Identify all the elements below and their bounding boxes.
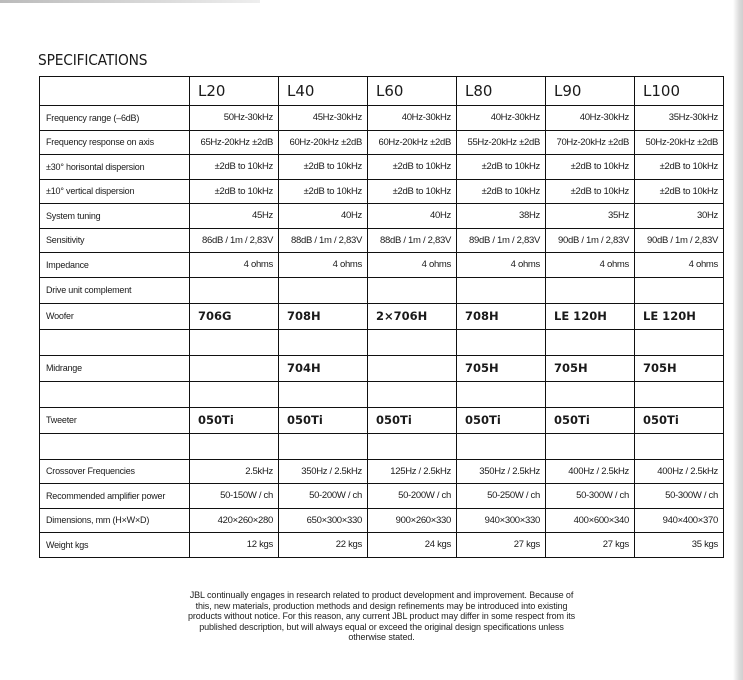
spec-label: Weight kgs [40, 533, 190, 558]
spec-value [457, 433, 546, 459]
spec-value: 4 ohms [457, 253, 546, 278]
spec-label: Midrange [40, 355, 190, 381]
spec-value: 705H [546, 355, 635, 381]
model-header: L20 [190, 77, 279, 106]
spec-value [457, 381, 546, 407]
spec-value: 705H [635, 355, 724, 381]
spec-value: 60Hz-20kHz ±2dB [368, 130, 457, 155]
spec-value [457, 277, 546, 303]
spec-value: ±2dB to 10kHz [279, 155, 368, 180]
spec-value: 050Ti [368, 407, 457, 433]
spec-row [40, 355, 724, 381]
spec-value: ±2dB to 10kHz [279, 179, 368, 204]
spec-value: 38Hz [457, 204, 546, 229]
spec-value: 050Ti [190, 407, 279, 433]
spec-value: 940×400×370 [635, 508, 724, 533]
spec-value [368, 355, 457, 381]
spec-value: 89dB / 1m / 2,83V [457, 228, 546, 253]
model-header: L80 [457, 77, 546, 106]
spec-value: LE 120H [635, 303, 724, 329]
page-top-shadow [0, 0, 260, 3]
spec-value: 400Hz / 2.5kHz [635, 459, 724, 484]
spec-label [40, 381, 190, 407]
spec-value: 4 ohms [546, 253, 635, 278]
spec-value: 70Hz-20kHz ±2dB [546, 130, 635, 155]
spec-label: System tuning [40, 204, 190, 229]
spec-value: 4 ohms [279, 253, 368, 278]
model-header: L60 [368, 77, 457, 106]
spec-value: 940×300×330 [457, 508, 546, 533]
spec-row [40, 228, 724, 253]
spec-row [40, 508, 724, 533]
spec-label: Woofer [40, 303, 190, 329]
spec-value [190, 277, 279, 303]
spec-value: 350Hz / 2.5kHz [457, 459, 546, 484]
spec-value: 88dB / 1m / 2,83V [279, 228, 368, 253]
spec-row [40, 459, 724, 484]
spec-value: ±2dB to 10kHz [457, 155, 546, 180]
spec-value [635, 329, 724, 355]
spec-value: 050Ti [546, 407, 635, 433]
spec-value: 400Hz / 2.5kHz [546, 459, 635, 484]
spec-row [40, 484, 724, 509]
spec-label: ±30° horisontal dispersion [40, 155, 190, 180]
spec-label [40, 433, 190, 459]
spec-value: 4 ohms [635, 253, 724, 278]
spec-value: 86dB / 1m / 2,83V [190, 228, 279, 253]
spec-label [40, 329, 190, 355]
spec-value [279, 433, 368, 459]
spec-value: 4 ohms [190, 253, 279, 278]
spec-label: Drive unit complement [40, 277, 190, 303]
spec-row [40, 533, 724, 558]
spec-label: ±10° vertical dispersion [40, 179, 190, 204]
spec-value: ±2dB to 10kHz [546, 155, 635, 180]
spec-value: 55Hz-20kHz ±2dB [457, 130, 546, 155]
spec-value: 400×600×340 [546, 508, 635, 533]
spec-value: 708H [279, 303, 368, 329]
spec-value [546, 277, 635, 303]
spec-value: 2×706H [368, 303, 457, 329]
spec-label: Recommended amplifier power [40, 484, 190, 509]
spec-value [457, 329, 546, 355]
spec-value: 2.5kHz [190, 459, 279, 484]
spec-value: 45Hz-30kHz [279, 106, 368, 131]
model-header: L100 [635, 77, 724, 106]
spec-value [368, 433, 457, 459]
spec-row [40, 381, 724, 407]
spec-value: 650×300×330 [279, 508, 368, 533]
spec-value: 24 kgs [368, 533, 457, 558]
spec-value: 125Hz / 2.5kHz [368, 459, 457, 484]
spec-value [368, 381, 457, 407]
spec-value: 50Hz-30kHz [190, 106, 279, 131]
spec-value [368, 277, 457, 303]
page-title: SPECIFICATIONS [38, 51, 148, 69]
spec-value: 45Hz [190, 204, 279, 229]
spec-value: 420×260×280 [190, 508, 279, 533]
header-row [40, 77, 724, 106]
spec-value: 65Hz-20kHz ±2dB [190, 130, 279, 155]
spec-value: 22 kgs [279, 533, 368, 558]
spec-value [635, 381, 724, 407]
spec-value: 50-300W / ch [546, 484, 635, 509]
spec-value [279, 329, 368, 355]
spec-value: 40Hz-30kHz [368, 106, 457, 131]
spec-row [40, 106, 724, 131]
spec-value: 40Hz [368, 204, 457, 229]
model-header: L90 [546, 77, 635, 106]
spec-value: 50-150W / ch [190, 484, 279, 509]
spec-value [546, 329, 635, 355]
spec-value: ±2dB to 10kHz [190, 155, 279, 180]
spec-label: Sensitivity [40, 228, 190, 253]
spec-value [368, 329, 457, 355]
spec-row [40, 179, 724, 204]
specifications-table [39, 76, 724, 558]
spec-value: 40Hz [279, 204, 368, 229]
spec-value: 88dB / 1m / 2,83V [368, 228, 457, 253]
spec-value: 27 kgs [546, 533, 635, 558]
spec-value [546, 381, 635, 407]
spec-value: 900×260×330 [368, 508, 457, 533]
spec-value: 050Ti [635, 407, 724, 433]
spec-label: Frequency response on axis [40, 130, 190, 155]
spec-label: Tweeter [40, 407, 190, 433]
spec-row [40, 329, 724, 355]
spec-value: 706G [190, 303, 279, 329]
spec-value: 35Hz [546, 204, 635, 229]
spec-value: 050Ti [279, 407, 368, 433]
spec-value: 40Hz-30kHz [457, 106, 546, 131]
spec-value: ±2dB to 10kHz [190, 179, 279, 204]
spec-row [40, 155, 724, 180]
spec-value: 4 ohms [368, 253, 457, 278]
spec-label: Dimensions, mm (H×W×D) [40, 508, 190, 533]
spec-value: 50-200W / ch [279, 484, 368, 509]
spec-value [635, 433, 724, 459]
spec-value: ±2dB to 10kHz [457, 179, 546, 204]
spec-row [40, 303, 724, 329]
spec-value [546, 433, 635, 459]
spec-row [40, 433, 724, 459]
spec-row [40, 130, 724, 155]
page-edge-shadow [733, 0, 743, 680]
spec-value: 35 kgs [635, 533, 724, 558]
spec-value: ±2dB to 10kHz [635, 155, 724, 180]
spec-value: 60Hz-20kHz ±2dB [279, 130, 368, 155]
spec-value [279, 277, 368, 303]
spec-row [40, 277, 724, 303]
spec-value: 90dB / 1m / 2,83V [635, 228, 724, 253]
spec-label: Frequency range (–6dB) [40, 106, 190, 131]
spec-label: Impedance [40, 253, 190, 278]
spec-value [279, 381, 368, 407]
spec-value: 50-250W / ch [457, 484, 546, 509]
spec-value [190, 355, 279, 381]
header-empty-cell [40, 77, 190, 106]
spec-value: 35Hz-30kHz [635, 106, 724, 131]
spec-value [190, 381, 279, 407]
spec-row [40, 204, 724, 229]
disclaimer-text: JBL continually engages in research related to product development and improvement. Because of this, new materials, production methods and design refinements may be introduced into existing products without notice. For this reason, any current JBL product may differ in some respect from its published description, but will always equal or exceed the original design specifications unless otherwise stated. [187, 590, 576, 643]
spec-value: 50Hz-20kHz ±2dB [635, 130, 724, 155]
spec-body [40, 106, 724, 558]
spec-value: LE 120H [546, 303, 635, 329]
spec-value: 40Hz-30kHz [546, 106, 635, 131]
spec-value: 708H [457, 303, 546, 329]
spec-value: ±2dB to 10kHz [546, 179, 635, 204]
spec-value [190, 329, 279, 355]
spec-value: 050Ti [457, 407, 546, 433]
spec-value [635, 277, 724, 303]
model-header: L40 [279, 77, 368, 106]
spec-row [40, 253, 724, 278]
spec-label: Crossover Frequencies [40, 459, 190, 484]
spec-row [40, 407, 724, 433]
spec-value: 705H [457, 355, 546, 381]
spec-value: ±2dB to 10kHz [368, 155, 457, 180]
spec-value [190, 433, 279, 459]
spec-value: ±2dB to 10kHz [368, 179, 457, 204]
spec-value: 30Hz [635, 204, 724, 229]
spec-value: 50-300W / ch [635, 484, 724, 509]
spec-value: 27 kgs [457, 533, 546, 558]
spec-value: ±2dB to 10kHz [635, 179, 724, 204]
spec-value: 704H [279, 355, 368, 381]
spec-value: 50-200W / ch [368, 484, 457, 509]
spec-value: 12 kgs [190, 533, 279, 558]
spec-value: 90dB / 1m / 2,83V [546, 228, 635, 253]
spec-value: 350Hz / 2.5kHz [279, 459, 368, 484]
